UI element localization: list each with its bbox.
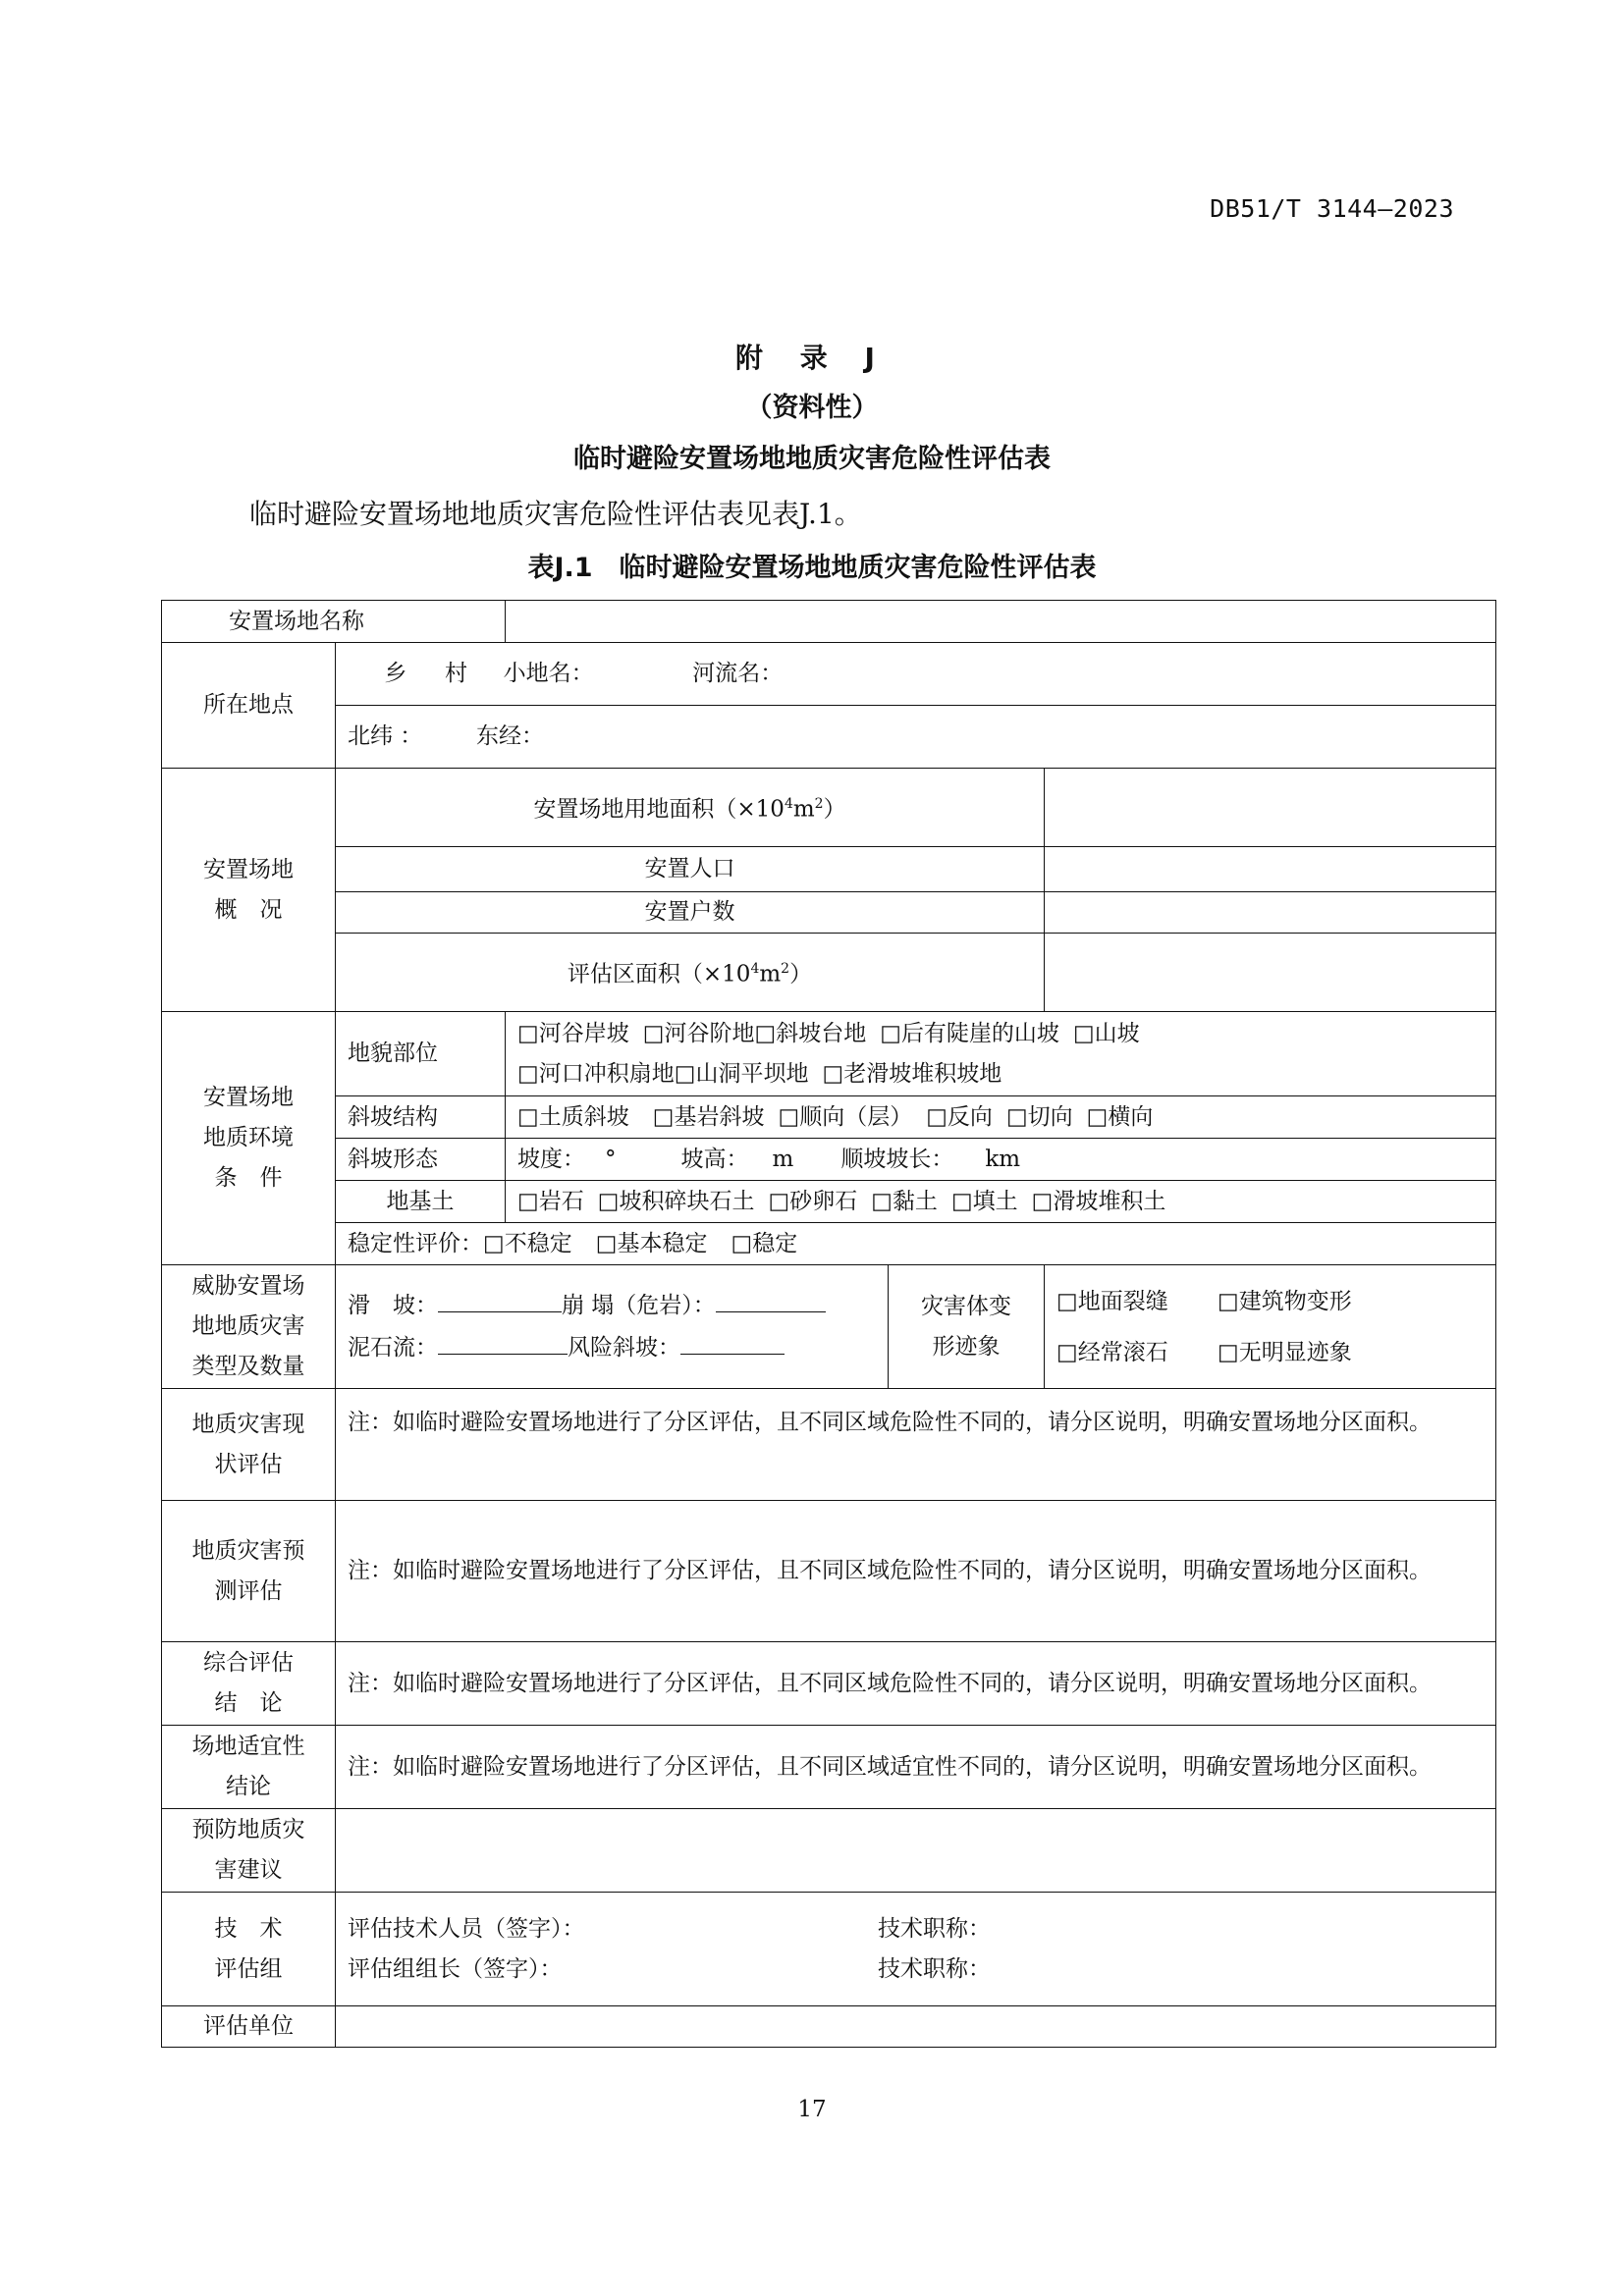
foundation-row bbox=[162, 1181, 1496, 1223]
foundation-option[interactable]: □滑坡堆积土 bbox=[1031, 1188, 1166, 1214]
eval-area-label: 评估区面积$(\times 10^4m^2)$ bbox=[336, 934, 1045, 1012]
overall-note[interactable]: 注：如临时避险安置场地进行了分区评估，且不同区域危险性不同的，请分区说明，明确安置场地分区面积。 bbox=[336, 1642, 1496, 1726]
households-label: 安置户数 bbox=[336, 892, 1045, 934]
landform-option[interactable]: □山坡 bbox=[1072, 1020, 1140, 1046]
forecast-eval-label: 地质灾害预 测评估 bbox=[162, 1501, 336, 1642]
township-label: 乡 bbox=[384, 661, 407, 686]
length-label: 顺坡坡长： bbox=[840, 1146, 954, 1172]
landform-option[interactable]: □河谷岸坡 bbox=[517, 1020, 629, 1046]
staff-title-label: 技术职称： bbox=[878, 1915, 991, 1942]
stability-label: 稳定性评价： bbox=[348, 1230, 483, 1256]
unit-label: 评估单位 bbox=[162, 2006, 336, 2048]
landform-options[interactable] bbox=[506, 1012, 1496, 1096]
assessment-table bbox=[161, 600, 1496, 2048]
longitude-label: 东经： bbox=[475, 723, 544, 749]
deformation-option[interactable]: □经常滚石 bbox=[1056, 1339, 1168, 1365]
tech-group-label: 技 术 评估组 bbox=[162, 1893, 336, 2006]
standard-code: DB51/T 3144—2023 bbox=[1210, 194, 1454, 223]
population-field[interactable] bbox=[1045, 847, 1496, 892]
slope-structure-option[interactable]: □土质斜坡 bbox=[517, 1103, 629, 1130]
river-name-label: 河流名： bbox=[692, 661, 784, 686]
foundation-label: 地基土 bbox=[336, 1181, 506, 1223]
households-row bbox=[162, 892, 1496, 934]
unit-field[interactable] bbox=[336, 2006, 1496, 2048]
current-eval-note[interactable]: 注：如临时避险安置场地进行了分区评估，且不同区域危险性不同的，请分区说明，明确安置场地分区面积。 bbox=[336, 1389, 1496, 1501]
suitability-row bbox=[162, 1726, 1496, 1809]
slope-structure-option[interactable]: □反向 bbox=[926, 1103, 993, 1130]
landform-option[interactable]: □老滑坡堆积坡地 bbox=[822, 1060, 1002, 1087]
debris-flow-blank[interactable] bbox=[438, 1330, 568, 1355]
land-area-label: 安置场地用地面积$(\times 10^4m^2)$ bbox=[336, 769, 1045, 847]
gradient-label: 坡度： bbox=[517, 1146, 585, 1172]
eval-area-field[interactable] bbox=[1045, 934, 1496, 1012]
risk-slope-label: 风险斜坡： bbox=[568, 1334, 680, 1361]
foundation-option[interactable]: □坡积碎块石土 bbox=[597, 1188, 755, 1214]
households-field[interactable] bbox=[1045, 892, 1496, 934]
stability-option[interactable]: □基本稳定 bbox=[595, 1230, 708, 1256]
intro-paragraph: 临时避险安置场地地质灾害危险性评估表见表J.1。 bbox=[249, 498, 862, 530]
foundation-option[interactable]: □砂卵石 bbox=[768, 1188, 858, 1214]
location-row-2 bbox=[162, 706, 1496, 769]
population-row bbox=[162, 847, 1496, 892]
location-label: 所在地点 bbox=[162, 643, 336, 769]
foundation-option[interactable]: □黏土 bbox=[871, 1188, 938, 1214]
overall-label: 综合评估 结 论 bbox=[162, 1642, 336, 1726]
village-label: 村 bbox=[444, 661, 467, 686]
staff-signature-label: 评估技术人员（签字）： bbox=[348, 1915, 585, 1942]
suitability-label: 场地适宜性 结论 bbox=[162, 1726, 336, 1809]
environment-label: 安置场地 地质环境 条 件 bbox=[162, 1012, 336, 1265]
collapse-label: 崩 塌（危岩）： bbox=[562, 1292, 716, 1318]
stability-option[interactable]: □稳定 bbox=[731, 1230, 798, 1256]
slope-form-label: 斜坡形态 bbox=[336, 1139, 506, 1181]
slope-form-row bbox=[162, 1139, 1496, 1181]
slope-structure-option[interactable]: □顺向（层） bbox=[778, 1103, 913, 1130]
latitude-label: 北纬 ： bbox=[348, 723, 423, 749]
tech-group-row bbox=[162, 1893, 1496, 2006]
tech-group-signatures[interactable] bbox=[336, 1893, 1496, 2006]
threat-row bbox=[162, 1265, 1496, 1389]
location-admin-cell[interactable] bbox=[336, 643, 1496, 706]
deformation-option[interactable]: □无明显迹象 bbox=[1218, 1339, 1352, 1365]
eval-area-row bbox=[162, 934, 1496, 1012]
appendix-type: （资料性） bbox=[745, 393, 879, 423]
collapse-blank[interactable] bbox=[716, 1288, 826, 1312]
land-area-row bbox=[162, 769, 1496, 847]
foundation-options[interactable] bbox=[506, 1181, 1496, 1223]
landform-option[interactable]: □斜坡台地 bbox=[754, 1020, 867, 1046]
deformation-label: 灾害体变 形迹象 bbox=[889, 1265, 1045, 1389]
site-name-label: 安置场地名称 bbox=[162, 601, 506, 643]
population-label: 安置人口 bbox=[336, 847, 1045, 892]
page-number: 17 bbox=[797, 2097, 827, 2122]
foundation-option[interactable]: □填土 bbox=[950, 1188, 1018, 1214]
location-coords-cell[interactable] bbox=[336, 706, 1496, 769]
deformation-options[interactable] bbox=[1045, 1265, 1496, 1389]
landslide-blank[interactable] bbox=[438, 1288, 562, 1312]
landform-label: 地貌部位 bbox=[336, 1012, 506, 1096]
slope-structure-option[interactable]: □切向 bbox=[1005, 1103, 1073, 1130]
slope-structure-option[interactable]: □横向 bbox=[1086, 1103, 1154, 1130]
overview-label: 安置场地 概 况 bbox=[162, 769, 336, 1012]
land-area-field[interactable] bbox=[1045, 769, 1496, 847]
forecast-eval-row bbox=[162, 1501, 1496, 1642]
leader-signature-label: 评估组组长（签字）： bbox=[348, 1955, 563, 1982]
foundation-option[interactable]: □岩石 bbox=[517, 1188, 584, 1214]
suitability-note[interactable]: 注：如临时避险安置场地进行了分区评估，且不同区域适宜性不同的，请分区说明，明确安置场地分区面积。 bbox=[336, 1726, 1496, 1809]
length-unit: km bbox=[985, 1146, 1021, 1172]
overall-row bbox=[162, 1642, 1496, 1726]
prevention-label: 预防地质灾 害建议 bbox=[162, 1809, 336, 1893]
table-caption: 表J.1 临时避险安置场地地质灾害危险性评估表 bbox=[527, 553, 1097, 583]
landslide-label: 滑 坡： bbox=[348, 1292, 438, 1318]
unit-row bbox=[162, 2006, 1496, 2048]
site-name-field[interactable] bbox=[506, 601, 1496, 643]
threat-counts-cell[interactable] bbox=[336, 1265, 889, 1389]
landform-row bbox=[162, 1012, 1496, 1096]
location-row-1 bbox=[162, 643, 1496, 706]
slope-structure-options[interactable] bbox=[506, 1096, 1496, 1139]
stability-row bbox=[162, 1223, 1496, 1265]
slope-structure-option[interactable]: □基岩斜坡 bbox=[652, 1103, 765, 1130]
landform-option[interactable]: □后有陡崖的山坡 bbox=[880, 1020, 1059, 1046]
landform-option[interactable]: □河谷阶地 bbox=[642, 1020, 755, 1046]
height-unit: m bbox=[772, 1146, 794, 1172]
site-name-row bbox=[162, 601, 1496, 643]
debris-flow-label: 泥石流： bbox=[348, 1334, 438, 1361]
landform-option[interactable]: □山洞平坝地 bbox=[674, 1060, 809, 1087]
slope-structure-row bbox=[162, 1096, 1496, 1139]
place-name-label: 小地名： bbox=[503, 661, 594, 686]
slope-form-fields[interactable] bbox=[506, 1139, 1496, 1181]
prevention-field[interactable] bbox=[336, 1809, 1496, 1893]
current-eval-label: 地质灾害现 状评估 bbox=[162, 1389, 336, 1501]
risk-slope-blank[interactable] bbox=[680, 1330, 785, 1355]
height-label: 坡高： bbox=[680, 1146, 749, 1172]
prevention-row bbox=[162, 1809, 1496, 1893]
slope-structure-label: 斜坡结构 bbox=[336, 1096, 506, 1139]
appendix-name: 临时避险安置场地地质灾害危险性评估表 bbox=[573, 444, 1051, 474]
current-eval-row bbox=[162, 1389, 1496, 1501]
appendix-title: 附 录 J bbox=[735, 342, 889, 374]
gradient-unit: ° bbox=[605, 1146, 617, 1172]
stability-option[interactable]: □不稳定 bbox=[483, 1230, 572, 1256]
deformation-option[interactable]: □地面裂缝 bbox=[1056, 1288, 1168, 1314]
landform-option[interactable]: □河口冲积扇地 bbox=[517, 1060, 675, 1087]
threat-label: 威胁安置场 地地质灾害 类型及数量 bbox=[162, 1265, 336, 1389]
leader-title-label: 技术职称： bbox=[878, 1955, 991, 1982]
forecast-eval-note[interactable]: 注：如临时避险安置场地进行了分区评估，且不同区域危险性不同的，请分区说明，明确安置场地分区面积。 bbox=[336, 1501, 1496, 1642]
stability-cell[interactable] bbox=[336, 1223, 1496, 1265]
deformation-option[interactable]: □建筑物变形 bbox=[1218, 1288, 1352, 1314]
